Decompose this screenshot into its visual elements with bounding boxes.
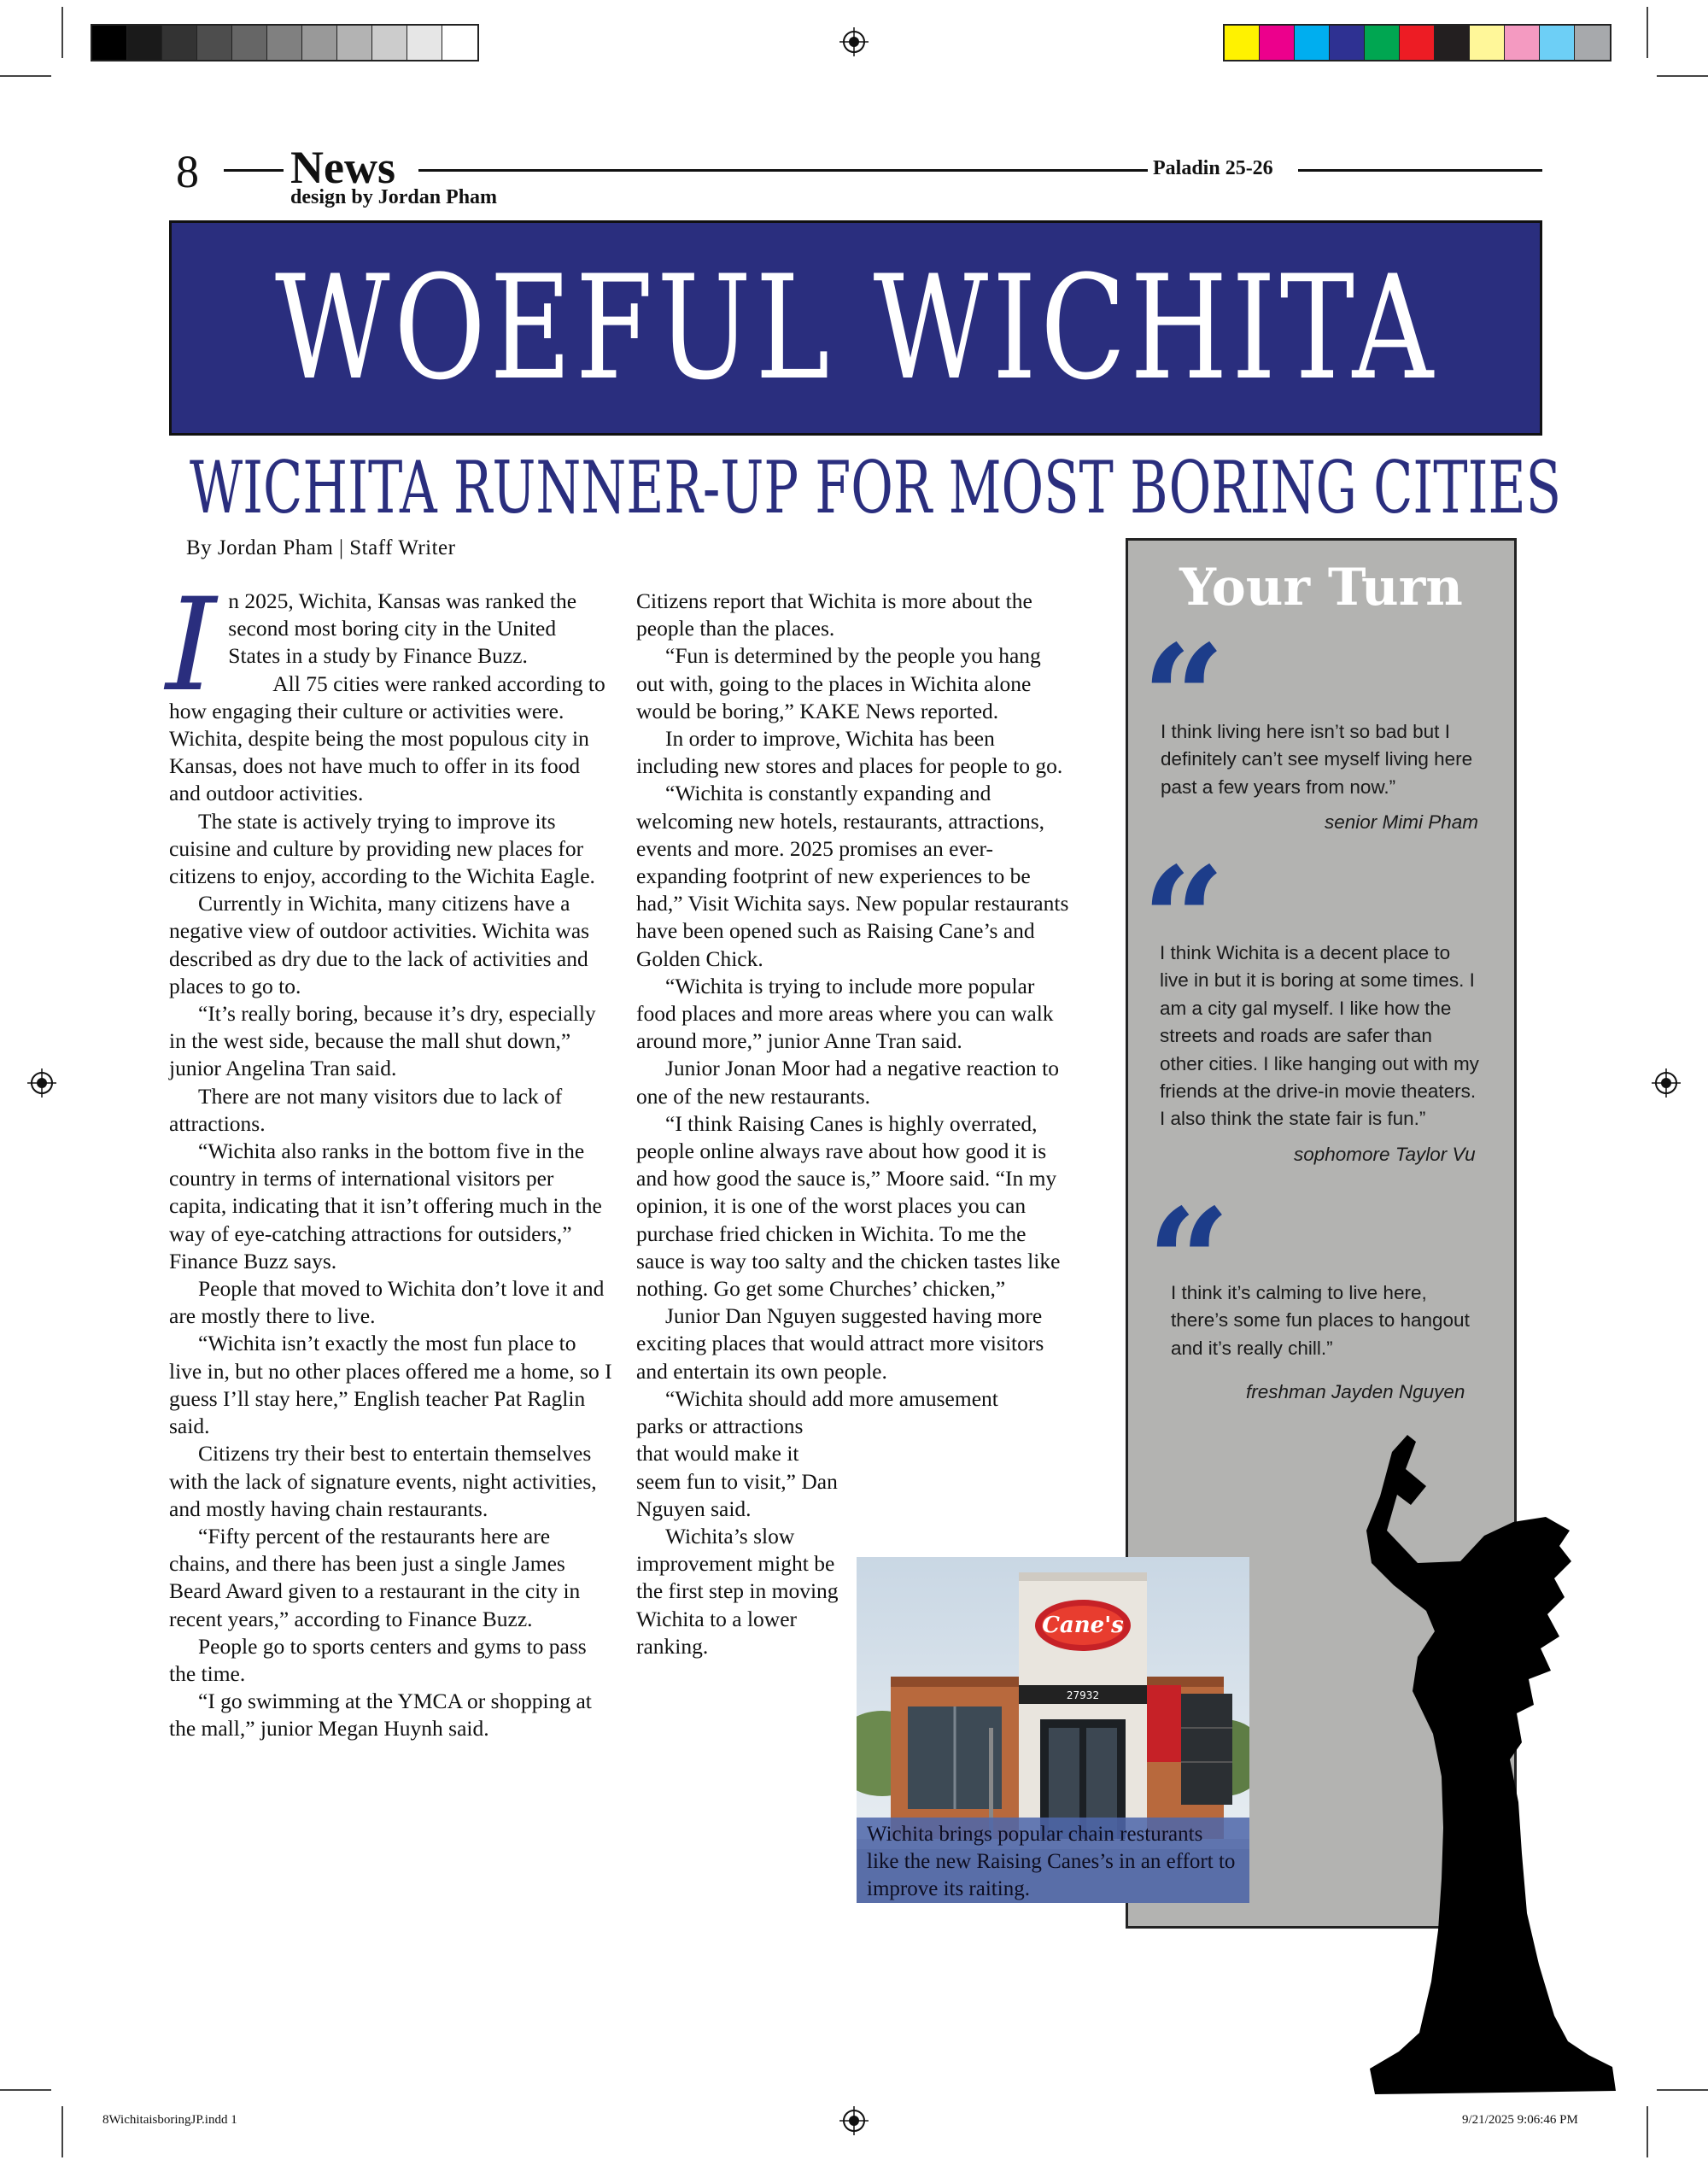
color-swatch <box>1225 26 1260 60</box>
headline-banner <box>169 220 1542 436</box>
color-swatch <box>232 26 267 60</box>
section-name: News <box>290 142 395 193</box>
article-wrap-block <box>636 1413 841 1660</box>
quote-mark-icon: “ <box>1142 613 1225 784</box>
header-rule-left <box>224 169 284 172</box>
color-swatch <box>337 26 372 60</box>
article-paragraph: Citizens try their best to entertain themselves with the lack of signature events, night activities, and mostly having chain restaurants. <box>169 1441 597 1521</box>
color-swatch <box>372 26 407 60</box>
color-swatch-bar <box>1223 24 1611 61</box>
header-rule-right <box>1298 169 1542 172</box>
article-paragraph: In order to improve, Wichita has been including new stores and places for people to go. <box>636 726 1063 779</box>
registration-mark-icon <box>839 2106 869 2135</box>
article-paragraph: “Wichita is trying to include more popular food places and more areas where you can walk around more,” junior Anne Tran said. <box>636 973 1054 1054</box>
color-swatch <box>1470 26 1505 60</box>
color-swatch <box>197 26 232 60</box>
page-number: 8 <box>176 146 199 197</box>
crop-mark <box>61 2106 63 2157</box>
article-paragraph: People go to sports centers and gyms to pass the time. <box>169 1633 587 1686</box>
color-swatch <box>127 26 162 60</box>
store-sign-text: Cane's <box>1042 1613 1124 1638</box>
article-paragraph: “Fifty percent of the restaurants here are chains, and there has been just a single James Beard Award given to a restaurant in the city in recent years,” according to Finance Buzz. <box>169 1523 581 1631</box>
grayscale-swatch-bar <box>91 24 479 61</box>
article-paragraph: n 2025, Wichita, Kansas was ranked the second most boring city in the United States in a study by Finance Buzz. <box>228 588 577 669</box>
color-swatch <box>267 26 302 60</box>
header-rule-middle <box>418 169 1148 172</box>
article-paragraph: “Wichita isn’t exactly the most fun place to live in, but no other places offered me a home, so I guess I’ll stay here,” English teacher Pat Raglin said. <box>169 1331 612 1439</box>
sidebar-quote-text: I think living here isn’t so bad but I definitely can’t see myself living here past a few years from now.” <box>1161 721 1473 798</box>
article-paragraph: Wichita’s slow improvement might be the first step in moving Wichita to a lower ranking. <box>636 1523 839 1659</box>
file-slug: 8WichitaisboringJP.indd 1 <box>102 2113 237 2127</box>
sidebar-quote-attribution: freshman Jayden Nguyen <box>1246 1381 1465 1402</box>
quote-mark-icon: “ <box>1142 835 1225 1006</box>
article-paragraph: “Wichita is constantly expanding and welcoming new hotels, restaurants, attractions, events and more. 2025 promises an ever-expanding footprint of new experiences to be had,” Visit Wichita says. New popular restaurants have been opened such as Raising Cane’s and Golden Chick. <box>636 781 1069 971</box>
color-swatch <box>1575 26 1610 60</box>
sidebar-quote-text: I think it’s calming to live here, there’s some fun places to hangout and it’s really chill.” <box>1171 1282 1470 1359</box>
color-swatch <box>442 26 477 60</box>
photo-caption: Wichita brings popular chain resturants like the new Raising Canes’s in an effort to improve its raiting. <box>857 1818 1249 1903</box>
article-paragraph: “It’s really boring, because it’s dry, especially in the west side, because the mall shut down,” junior Angelina Tran said. <box>169 1001 596 1081</box>
article-paragraph: “I go swimming at the YMCA or shopping at the mall,” junior Megan Huynh said. <box>169 1689 592 1742</box>
color-swatch <box>407 26 442 60</box>
address-number: 27932 <box>1066 1689 1100 1701</box>
article-paragraph: Junior Dan Nguyen suggested having more exciting places that would attract more visitors and entertain its own people. <box>636 1303 1044 1384</box>
article-paragraph: Citizens report that Wichita is more about the people than the places. <box>636 588 1032 641</box>
color-swatch <box>302 26 337 60</box>
byline: By Jordan Pham | Staff Writer <box>186 536 456 559</box>
color-swatch <box>1435 26 1470 60</box>
registration-mark-icon <box>839 27 869 56</box>
article-paragraph: “Fun is determined by the people you hang out with, going to the places in Wichita alone would be boring,” KAKE News reported. <box>636 643 1041 723</box>
color-swatch <box>1260 26 1295 60</box>
subheadline: WICHITA RUNNER-UP FOR MOST BORING CITIES <box>190 446 1562 530</box>
color-swatch <box>1365 26 1400 60</box>
quote-mark-icon: “ <box>1147 1177 1231 1348</box>
article-paragraph: People that moved to Wichita don’t love it and are mostly there to live. <box>169 1276 605 1329</box>
color-swatch <box>92 26 127 60</box>
article-paragraph: Currently in Wichita, many citizens have a negative view of outdoor activities. Wichita was described as dry due to the lack of activities and places to go to. <box>169 891 590 998</box>
article-column-1 <box>166 571 613 1743</box>
edition-label: Paladin 25-26 <box>1153 157 1273 179</box>
sidebar-quote-attribution: senior Mimi Pham <box>1325 811 1479 833</box>
timestamp-slug: 9/21/2025 9:06:46 PM <box>1462 2113 1578 2127</box>
article-paragraph: Junior Jonan Moor had a negative reaction to one of the new restaurants. <box>636 1056 1059 1109</box>
color-swatch <box>1540 26 1575 60</box>
crop-mark <box>1647 7 1648 58</box>
article-paragraph: “Wichita should add more amusement <box>665 1385 998 1411</box>
sidebar-title: Your Turn <box>1179 558 1463 618</box>
crop-mark <box>61 7 63 58</box>
color-swatch <box>1400 26 1435 60</box>
crop-mark <box>0 2089 51 2091</box>
color-swatch <box>1330 26 1365 60</box>
keeper-of-the-plains-silhouette-icon <box>1298 1435 1708 2135</box>
article-paragraph: “Wichita also ranks in the bottom five in the country in terms of international visitors per capita, indicating that it isn’t offering much in the way of eye-catching attractions for outsiders,” Finance Buzz says. <box>169 1139 602 1273</box>
color-swatch <box>162 26 197 60</box>
registration-mark-icon <box>27 1068 56 1098</box>
design-credit: design by Jordan Pham <box>290 186 498 208</box>
article-column-2 <box>636 588 1072 1660</box>
article-paragraph: There are not many visitors due to lack of attractions. <box>169 1083 563 1136</box>
article-paragraph: All 75 cities were ranked according to how engaging their culture or activities were. Wichita, despite being the most populous city in Kansas, does not have much to offer in its food and outdoor activities. <box>169 670 605 806</box>
drop-cap: I <box>166 571 217 720</box>
article-paragraph: The state is actively trying to improve its cuisine and culture by providing new places for citizens to enjoy, according to the Wichita Eagle. <box>169 808 595 889</box>
crop-mark <box>0 75 51 77</box>
color-swatch <box>1295 26 1330 60</box>
crop-mark <box>1657 75 1708 77</box>
article-paragraph: “I think Raising Canes is highly overrated, people online always rave about how good it is and how good the sauce is,” Moore said. “In my opinion, it is one of the worst places you can purchase fried chicken in Wichita. To me the sauce is way too salty and the chicken tastes like nothing. Go get some Churches’ chicken,” <box>636 1110 1061 1302</box>
headline: WOEFUL WICHITA <box>274 244 1437 412</box>
sidebar-quote-attribution: sophomore Taylor Vu <box>1294 1144 1476 1165</box>
registration-mark-icon <box>1652 1068 1681 1098</box>
color-swatch <box>1505 26 1540 60</box>
sidebar-quote-text: I think Wichita is a decent place to live in but it is boring at some times. I am a city gal myself. I like how the streets and roads are safer than other cities. I like hanging out with my friends at the drive-in movie theaters. I also think the state fair is fun.” <box>1160 942 1479 1130</box>
article-paragraph: parks or attractions that would make it seem fun to visit,” Dan Nguyen said. <box>636 1414 838 1521</box>
